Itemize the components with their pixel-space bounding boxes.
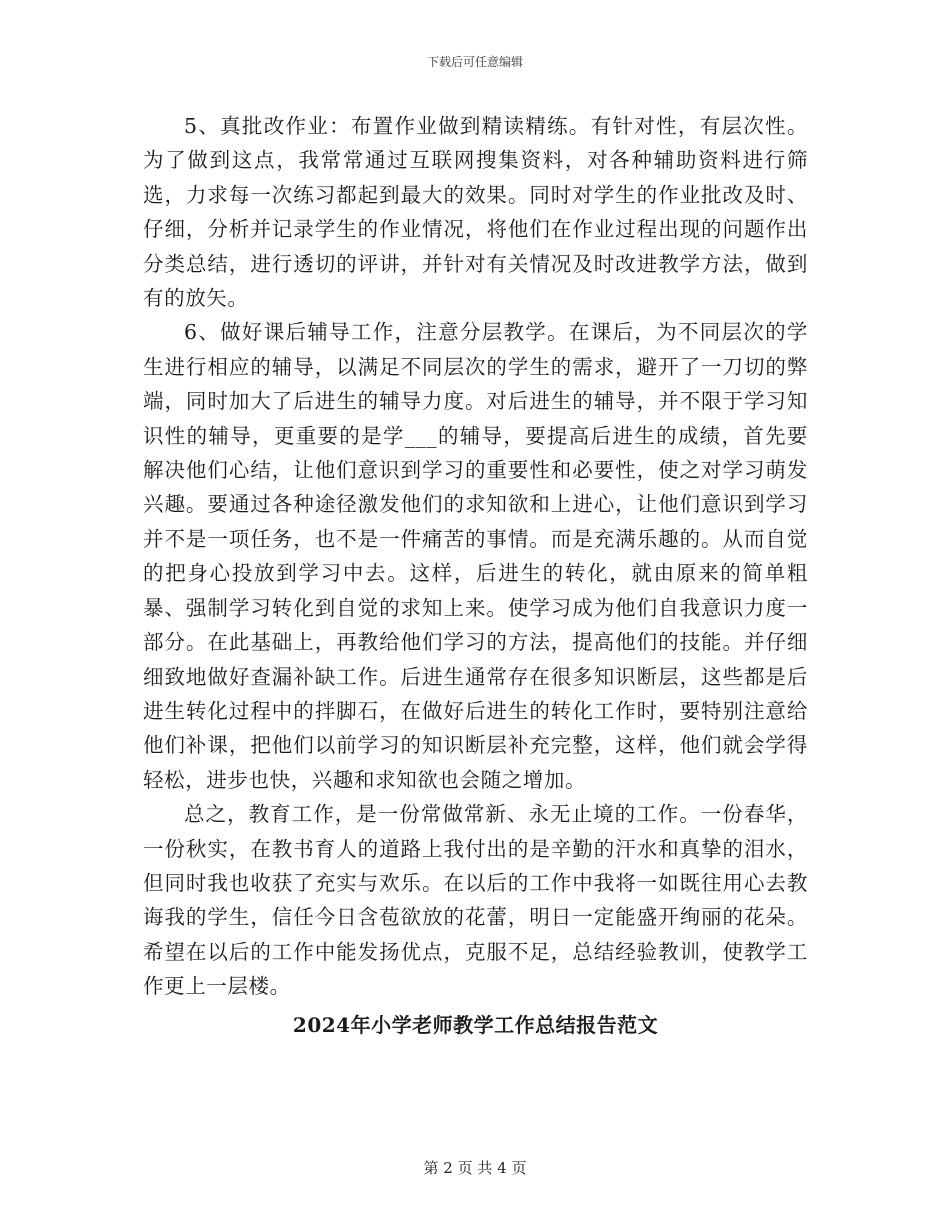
section-title: 2024年小学老师教学工作总结报告范文 <box>292 1012 659 1037</box>
page-number-footer: 第 2 页 共 4 页 <box>423 1159 527 1177</box>
paragraph-homework-grading: 5、真批改作业：布置作业做到精读精练。有针对性，有层次性。为了做到这点，我常常通过互联网搜集资料，对各种辅助资料进行筛选，力求每一次练习都起到最大的效果。同时对学生的作业批改及时、仔细，分析并记录学生的作业情况，将他们在作业过程出现的问题作出分类总结，进行透切的评讲，并针对有关情况及时改进教学方法，做到有的放矢。 <box>143 114 808 311</box>
paragraph-conclusion: 总之，教育工作，是一份常做常新、永无止境的工作。一份春华，一份秋实，在教书育人的道路上我付出的是辛勤的汗水和真挚的泪水，但同时我也收获了充实与欢乐。在以后的工作中我将一如既往用心去教诲我的学生，信任今日含苞欲放的花蕾，明日一定能盛开绚丽的花朵。希望在以后的工作中能发扬优点，克服不足，总结经验教训，使教学工作更上一层楼。 <box>143 802 808 999</box>
page-header: 下载后可任意编辑 <box>426 55 523 69</box>
paragraph-after-class-tutoring: 6、做好课后辅导工作，注意分层教学。在课后，为不同层次的学生进行相应的辅导，以满足不同层次的学生的需求，避开了一刀切的弊端，同时加大了后进生的辅导力度。对后进生的辅导，并不限于学习知识性的辅导，更重要的是学___的辅导，要提高后进生的成绩，首先要解决他们心结，让他们意识到学习的重要性和必要性，使之对学习萌发兴趣。要通过各种途径激发他们的求知欲和上进心，让他们意识到学习并不是一项任务，也不是一件痛苦的事情。而是充满乐趣的。从而自觉的把身心投放到学习中去。这样，后进生的转化，就由原来的简单粗暴、强制学习转化到自觉的求知上来。使学习成为他们自我意识力度一部分。在此基础上，再教给他们学习的方法，提高他们的技能。并仔细细致地做好查漏补缺工作。后进生通常存在很多知识断层，这些都是后进生转化过程中的拌脚石，在做好后进生的转化工作时，要特别注意给他们补课，把他们以前学习的知识断层补充完整，这样，他们就会学得轻松，进步也快，兴趣和求知欲也会随之增加。 <box>143 320 808 792</box>
document-body <box>143 109 808 1042</box>
